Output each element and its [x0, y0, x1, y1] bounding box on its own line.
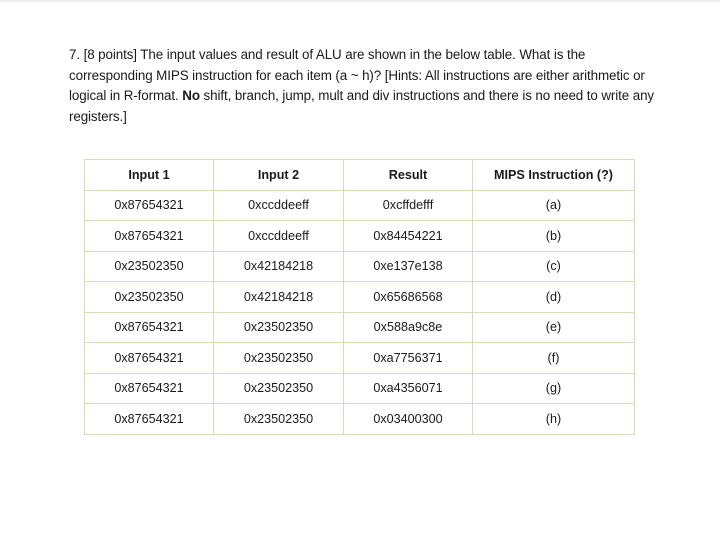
table-row [85, 282, 635, 313]
cell-instruction: (g) [473, 373, 635, 404]
cell-input-2: 0x23502350 [214, 404, 344, 435]
table-row [85, 251, 635, 282]
cell-input-1: 0x87654321 [85, 373, 214, 404]
cell-input-2: 0x23502350 [214, 343, 344, 374]
header-mips-instruction: MIPS Instruction (?) [473, 160, 635, 191]
cell-result: 0x65686568 [344, 282, 473, 313]
cell-input-1: 0x87654321 [85, 312, 214, 343]
cell-input-2: 0x23502350 [214, 312, 344, 343]
cell-result: 0x84454221 [344, 221, 473, 252]
header-result: Result [344, 160, 473, 191]
table-row [85, 343, 635, 374]
cell-instruction: (e) [473, 312, 635, 343]
question-part-1: 7. [8 points] The input values and result of ALU are shown in the below table. What is the corresponding MIPS instruction for each item (a ~ h)? [Hints: All instructions are either arithmetic or logical in R-format. [69, 47, 645, 104]
cell-instruction: (f) [473, 343, 635, 374]
cell-input-1: 0x23502350 [85, 251, 214, 282]
cell-result: 0xa4356071 [344, 373, 473, 404]
cell-result: 0x03400300 [344, 404, 473, 435]
cell-input-2: 0x42184218 [214, 282, 344, 313]
cell-instruction: (h) [473, 404, 635, 435]
cell-result: 0xe137e138 [344, 251, 473, 282]
question-emphasis: No [182, 88, 200, 104]
header-input-2: Input 2 [214, 160, 344, 191]
table-row [85, 404, 635, 435]
cell-input-2: 0xccddeeff [214, 190, 344, 221]
table-row [85, 190, 635, 221]
cell-input-2: 0x42184218 [214, 251, 344, 282]
question-text [69, 45, 669, 128]
cell-instruction: (a) [473, 190, 635, 221]
cell-result: 0xa7756371 [344, 343, 473, 374]
top-border [0, 0, 720, 2]
question-part-2: shift, branch, jump, mult and div instructions and there is no need to write any registers.] [69, 88, 655, 125]
cell-input-1: 0x23502350 [85, 282, 214, 313]
cell-input-2: 0xccddeeff [214, 221, 344, 252]
table-header-row [85, 160, 635, 191]
table-row [85, 312, 635, 343]
alu-table [84, 159, 635, 435]
cell-instruction: (d) [473, 282, 635, 313]
cell-result: 0x588a9c8e [344, 312, 473, 343]
table-row [85, 221, 635, 252]
cell-result: 0xcffdefff [344, 190, 473, 221]
cell-instruction: (c) [473, 251, 635, 282]
header-input-1: Input 1 [85, 160, 214, 191]
table-row [85, 373, 635, 404]
cell-input-1: 0x87654321 [85, 221, 214, 252]
cell-input-1: 0x87654321 [85, 190, 214, 221]
cell-instruction: (b) [473, 221, 635, 252]
cell-input-1: 0x87654321 [85, 343, 214, 374]
cell-input-2: 0x23502350 [214, 373, 344, 404]
cell-input-1: 0x87654321 [85, 404, 214, 435]
